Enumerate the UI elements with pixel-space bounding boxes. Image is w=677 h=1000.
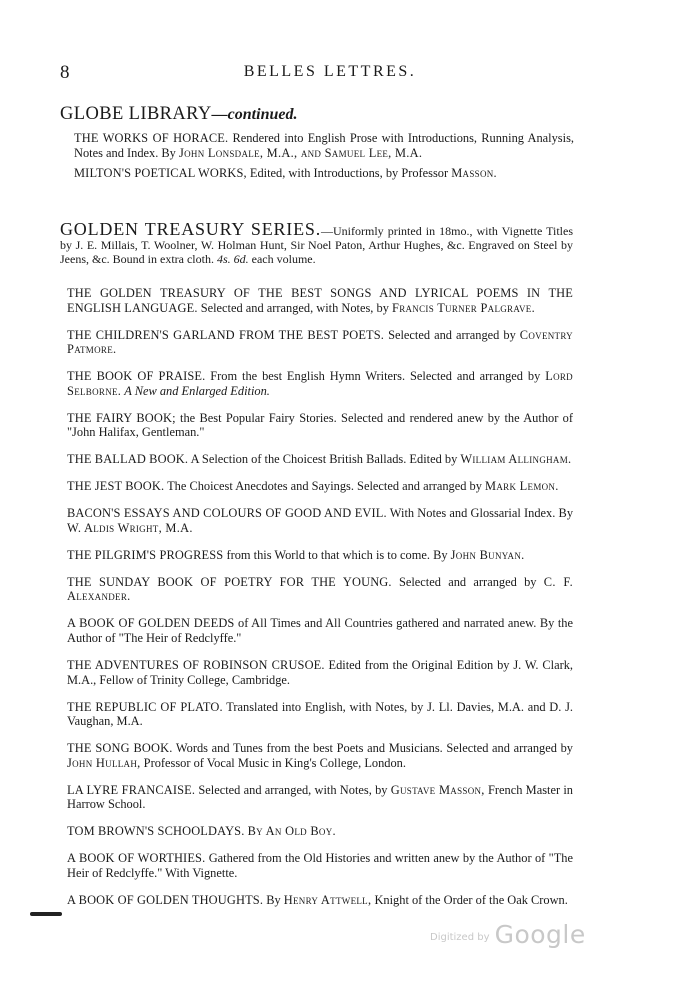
golden-treasury-heading: GOLDEN TREASURY SERIES. <box>60 219 322 239</box>
golden-treasury-entries <box>67 286 573 915</box>
globe-heading-text: GLOBE LIBRARY <box>60 104 212 124</box>
watermark-prefix: Digitized by <box>430 932 490 943</box>
watermark-brand: Google <box>494 920 586 949</box>
golden-treasury-intro <box>60 219 573 266</box>
page-number: 8 <box>60 62 70 83</box>
entry-tom-browns-schooldays: TOM BROWN'S SCHOOLDAYS. By An Old Boy. <box>67 824 336 839</box>
continued-label: —continued. <box>211 106 298 123</box>
series-intro: —Uniformly printed in 18mo., with Vignette Titles by J. E. Millais, T. Woolner, W. Holman Hunt, Sir Noel Paton, Arthur Hughes, &c. Engraved on Steel by Jeens, &c. Bound in extra cloth. <box>60 224 573 266</box>
margin-ink-mark <box>30 912 62 916</box>
running-title: BELLES LETTRES. <box>243 63 417 80</box>
globe-library-heading <box>60 104 297 125</box>
entry-childrens-garland: THE CHILDREN'S GARLAND FROM THE BEST POETS. Selected and arranged by Coventry Patmore. <box>67 327 573 357</box>
series-price-suffix: each volume. <box>251 252 316 266</box>
entry-pilgrims-progress: THE PILGRIM'S PROGRESS from this World to that which is to come. By John Bunyan. <box>67 547 525 562</box>
entry-song-book: THE SONG BOOK. Words and Tunes from the best Poets and Musicians. Selected and arranged by John Hullah, Professor of Vocal Music in King's College, London. <box>67 741 574 770</box>
entry-republic-of-plato: THE REPUBLIC OF PLATO. Translated into English, with Notes, by J. Ll. Davies, M.A. and D. J. Vaughan, M.A. <box>67 699 573 729</box>
entry-fairy-book: THE FAIRY BOOK; the Best Popular Fairy Stories. Selected and rendered anew by the Author of "John Halifax, Gentleman." <box>67 410 573 440</box>
entry-book-of-praise: THE BOOK OF PRAISE. From the best English Hymn Writers. Selected and arranged by Lord Selborne. A New and Enlarged Edition. <box>67 369 573 398</box>
entry-robinson-crusoe: THE ADVENTURES OF ROBINSON CRUSOE. Edited from the Original Edition by J. W. Clark, M.A., Fellow of Trinity College, Cambridge. <box>67 658 573 687</box>
entry-ballad-book: THE BALLAD BOOK. A Selection of the Choicest British Ballads. Edited by William Allingham. <box>67 452 572 467</box>
entry-golden-deeds: A BOOK OF GOLDEN DEEDS of All Times and All Countries gathered and narrated anew. By the Author of "The Heir of Redclyffe." <box>67 616 573 646</box>
series-price: 4s. 6d. <box>216 252 249 266</box>
entry-la-lyre-francaise: LA LYRE FRANCAISE. Selected and arranged, with Notes, by Gustave Masson, French Master in Harrow School. <box>67 782 573 812</box>
entry-bacons-essays: BACON'S ESSAYS AND COLOURS OF GOOD AND EVIL. With Notes and Glossarial Index. By W. Aldis Wright, M.A. <box>67 506 574 535</box>
entry-book-of-worthies: A BOOK OF WORTHIES. Gathered from the Old Histories and written anew by the Author of "The Heir of Redclyffe." With Vignette. <box>67 851 573 880</box>
running-head <box>60 62 600 86</box>
entry-golden-treasury: THE GOLDEN TREASURY OF THE BEST SONGS AND LYRICAL POEMS IN THE ENGLISH LANGUAGE. Selected and arranged, with Notes, by Francis Turner Palgrave. <box>67 286 573 315</box>
globe-entries <box>74 131 574 181</box>
entry-works-of-horace: THE WORKS OF HORACE. Rendered into English Prose with Introductions, Running Analysis, Notes and Index. By John Lonsdale, M.A., and Samuel Lee, M.A. <box>74 131 574 160</box>
entry-milton: MILTON'S POETICAL WORKS, Edited, with Introductions, by Professor Masson. <box>74 166 497 181</box>
digitized-watermark <box>430 920 586 949</box>
entry-sunday-book: THE SUNDAY BOOK OF POETRY FOR THE YOUNG. Selected and arranged by C. F. Alexander. <box>67 574 573 604</box>
entry-golden-thoughts: A BOOK OF GOLDEN THOUGHTS. By Henry Attwell, Knight of the Order of the Oak Crown. <box>67 892 568 907</box>
entry-jest-book: THE JEST BOOK. The Choicest Anecdotes and Sayings. Selected and arranged by Mark Lemon. <box>67 479 559 494</box>
